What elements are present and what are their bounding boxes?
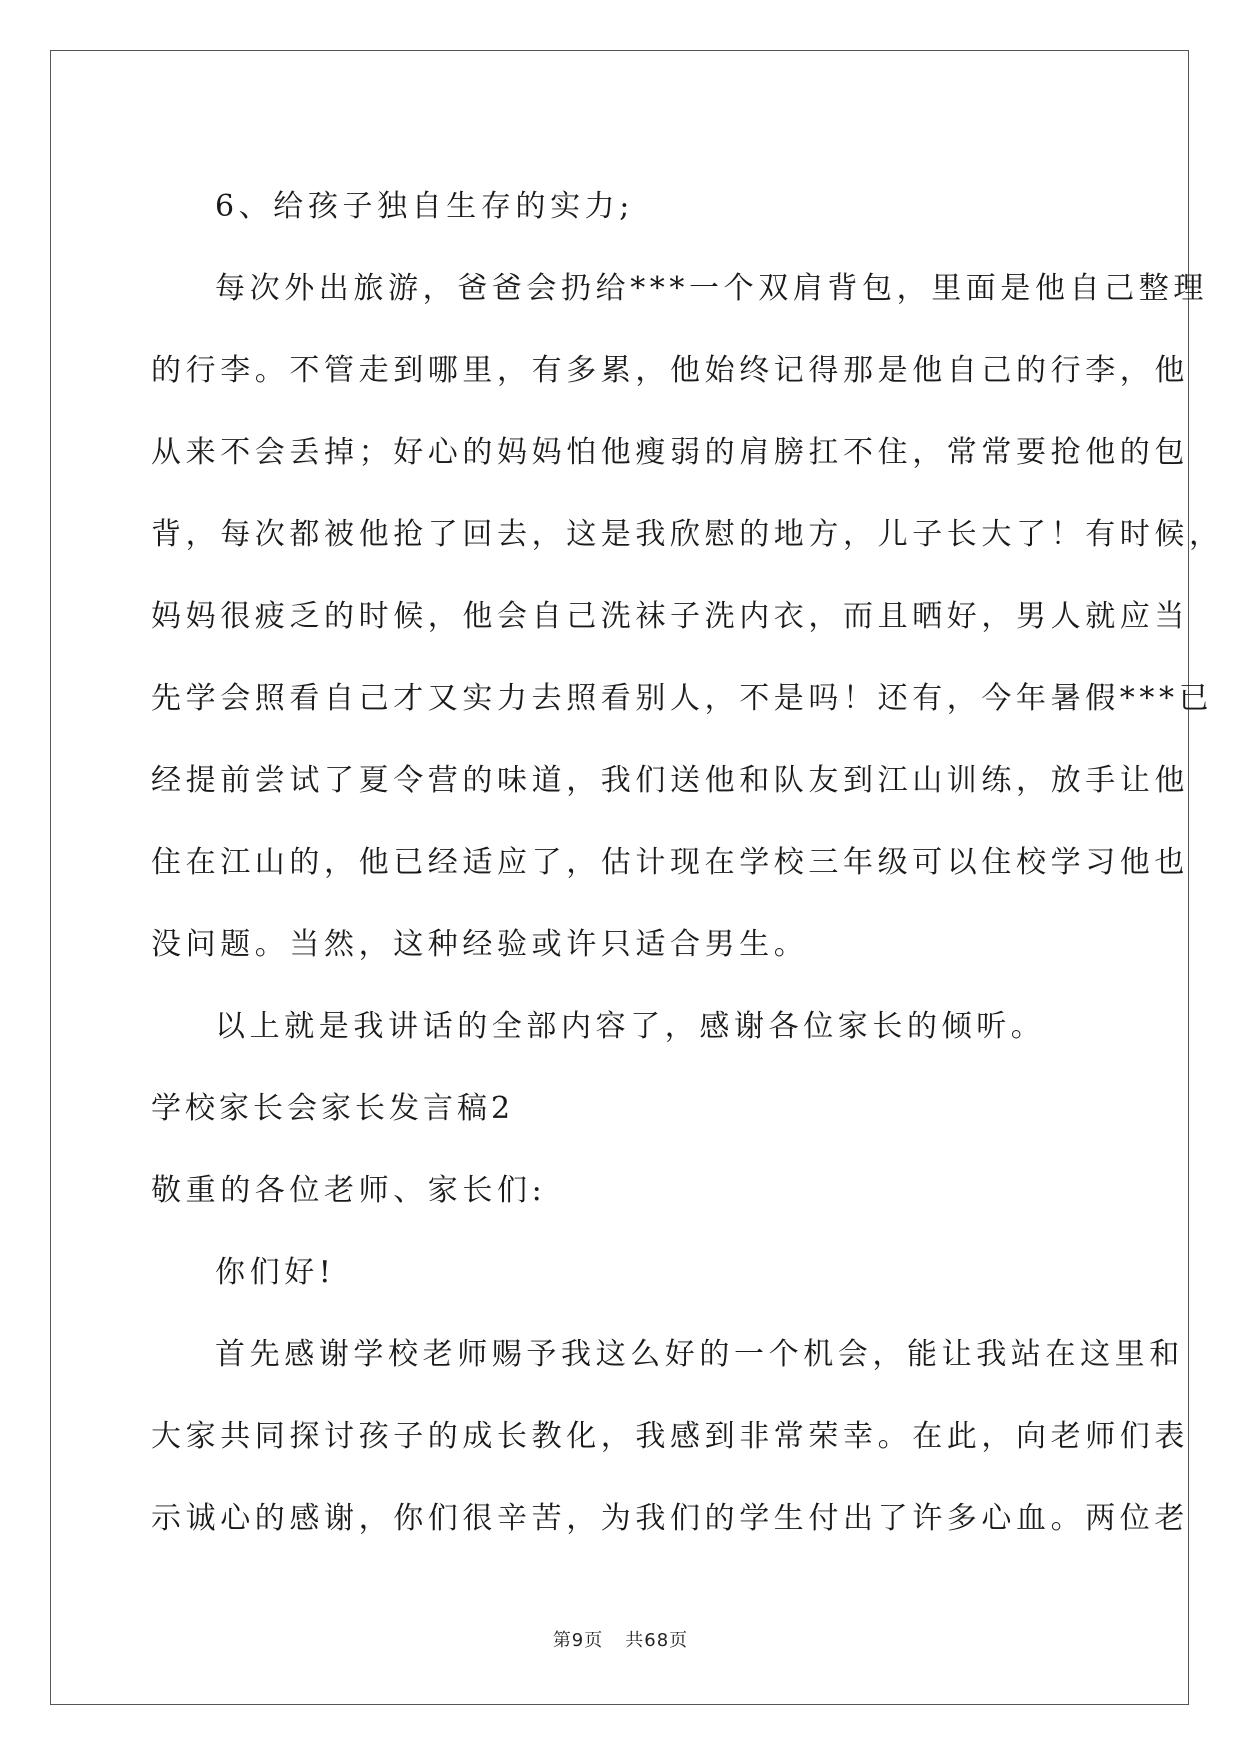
- body-line: 的行李。不管走到哪里，有多累，他始终记得那是他自己的行李，他: [151, 353, 1189, 388]
- greeting: 你们好!: [215, 1255, 336, 1290]
- body-line: 背，每次都被他抢了回去，这是我欣慰的地方，儿子长大了！有时候，: [151, 517, 1224, 552]
- body-line: 大家共同探讨孩子的成长教化，我感到非常荣幸。在此，向老师们表: [151, 1419, 1189, 1454]
- body-line: 6、给孩子独自生存的实力;: [215, 189, 634, 224]
- body-line: 先学会照看自己才又实力去照看别人，不是吗！还有，今年暑假***已: [151, 681, 1214, 716]
- body-line: 没问题。当然，这种经验或许只适合男生。: [151, 927, 809, 962]
- page-number: 第9页: [552, 1630, 604, 1651]
- salutation: 敬重的各位老师、家长们:: [151, 1173, 547, 1208]
- body-line: 首先感谢学校老师赐予我这么好的一个机会，能让我站在这里和: [215, 1337, 1184, 1372]
- body-line: 从来不会丢掉；好心的妈妈怕他瘦弱的肩膀扛不住，常常要抢他的包: [151, 435, 1189, 470]
- body-line: 以上就是我讲话的全部内容了，感谢各位家长的倾听。: [215, 1009, 1046, 1044]
- page-total: 共68页: [625, 1630, 689, 1651]
- document-body: [151, 166, 1224, 1560]
- page-footer: [0, 1626, 1241, 1652]
- section-heading: 学校家长会家长发言稿2: [151, 1091, 515, 1126]
- body-line: 妈妈很疲乏的时候，他会自己洗袜子洗内衣，而且晒好，男人就应当: [151, 599, 1189, 634]
- body-line: 经提前尝试了夏令营的味道，我们送他和队友到江山训练，放手让他: [151, 763, 1189, 798]
- body-line: 每次外出旅游，爸爸会扔给***一个双肩背包，里面是他自己整理: [215, 271, 1208, 306]
- body-line: 住在江山的，他已经适应了，估计现在学校三年级可以住校学习他也: [151, 845, 1189, 880]
- body-line: 示诚心的感谢，你们很辛苦，为我们的学生付出了许多心血。两位老: [151, 1501, 1189, 1536]
